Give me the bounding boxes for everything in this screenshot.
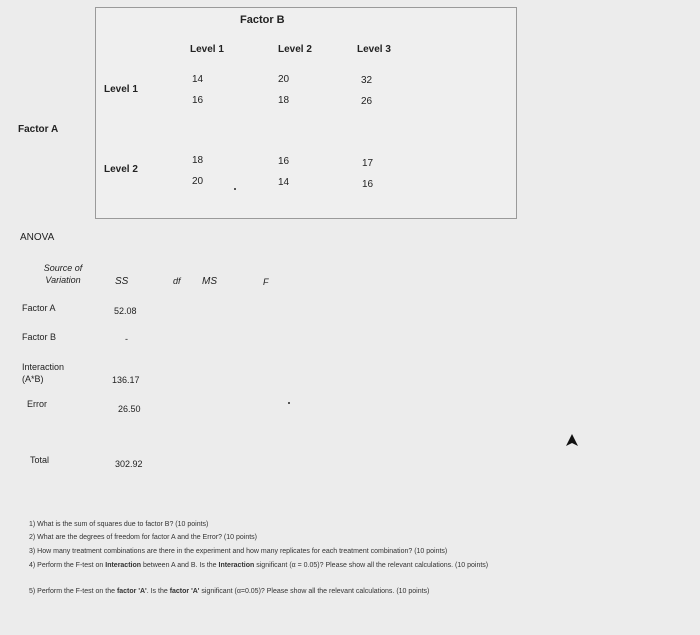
- mouse-cursor-icon: [566, 434, 578, 448]
- header-ms: MS: [202, 276, 217, 287]
- ss-interaction: 136.17: [112, 375, 140, 385]
- design-table-box: [95, 7, 517, 219]
- question-4: 4) Perform the F-test on Interaction between A and B. Is the Interaction significant (α = 0.05)? Please show all the relevant calculations. (10 points): [29, 562, 489, 569]
- factor-a-title: Factor A: [18, 124, 59, 135]
- column-header-level-1: Level 1: [190, 44, 224, 55]
- dot-mark: [288, 402, 290, 404]
- cell-value: 32: [361, 75, 373, 86]
- ss-error: 26.50: [118, 404, 141, 414]
- column-header-level-3: Level 3: [357, 44, 391, 55]
- row-header-level-2: Level 2: [104, 164, 138, 175]
- factor-b-title: Factor B: [240, 14, 285, 26]
- row-header-level-1: Level 1: [104, 84, 138, 95]
- ss-factor-a: 52.08: [114, 306, 137, 316]
- header-ss: SS: [115, 276, 129, 287]
- cell-value: 18: [192, 155, 204, 166]
- cell-value: 16: [278, 156, 290, 167]
- dot-mark: [234, 188, 236, 190]
- cell-value: 16: [362, 179, 374, 190]
- cell-value: 20: [192, 176, 204, 187]
- anova-title: ANOVA: [20, 232, 55, 243]
- cell-value: 14: [278, 177, 290, 188]
- question-5: 5) Perform the F-test on the factor 'A'. Is the factor 'A' significant (α=0.05)? Please show all the relevant calculations. (10 points): [29, 588, 430, 595]
- cell-value: 16: [192, 95, 204, 106]
- cell-value: 20: [278, 74, 290, 85]
- ss-factor-b: -: [125, 334, 128, 344]
- cell-value: 26: [361, 96, 373, 107]
- cell-value: 17: [362, 158, 374, 169]
- source-factor-a: Factor A: [22, 303, 56, 313]
- header-df: df: [173, 276, 181, 286]
- source-factor-b: Factor B: [22, 332, 57, 342]
- source-total: Total: [30, 455, 50, 465]
- column-header-level-2: Level 2: [278, 44, 312, 55]
- cell-value: 14: [192, 74, 204, 85]
- header-source-of-variation: Source of Variation: [43, 263, 83, 285]
- source-error: Error: [27, 399, 47, 409]
- ss-total: 302.92: [115, 459, 143, 469]
- question-3: 3) How many treatment combinations are there in the experiment and how many replicates for each treatment combination? (10 points): [29, 548, 448, 555]
- question-2: 2) What are the degrees of freedom for factor A and the Error? (10 points): [29, 534, 258, 541]
- header-f: F: [263, 277, 269, 287]
- question-1: 1) What is the sum of squares due to factor B? (10 points): [29, 521, 209, 528]
- source-interaction: Interaction (A*B): [22, 362, 65, 384]
- cell-value: 18: [278, 95, 290, 106]
